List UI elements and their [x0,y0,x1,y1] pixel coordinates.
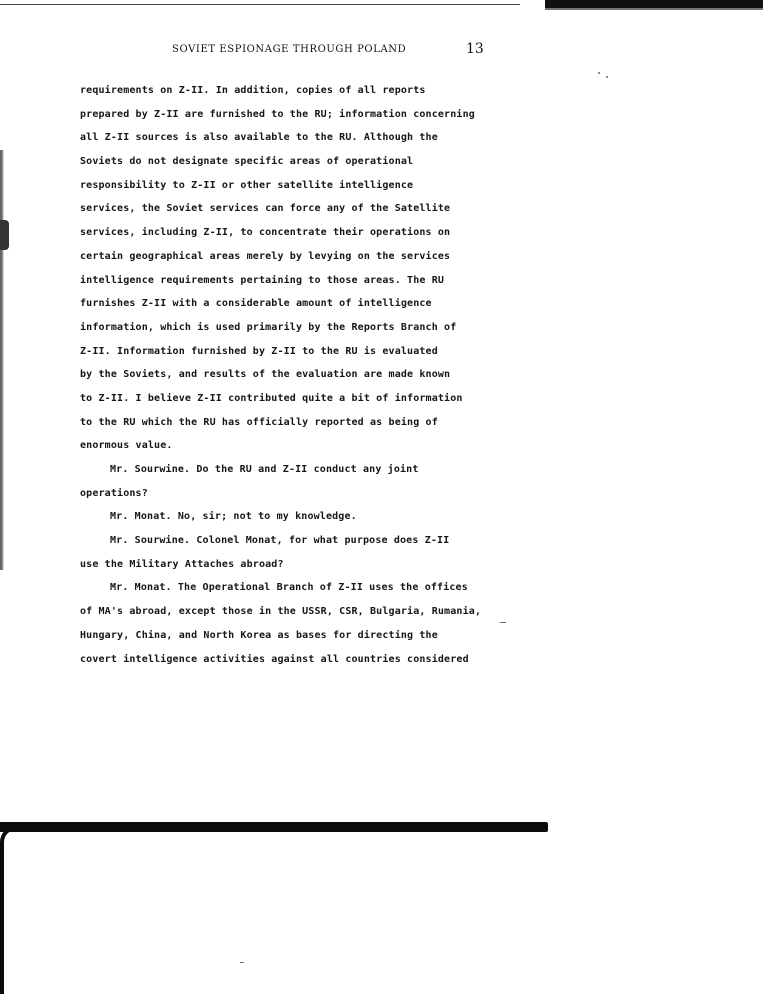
text-line: operations? [80,487,148,499]
text-line: intelligence requirements pertaining to those areas. The RU [80,274,445,286]
text-line: all Z-II sources is also available to the RU. Although the [80,132,438,144]
text-line: use the Military Attaches abroad? [80,558,284,570]
text-line: enormous value. [80,440,173,452]
text-line: Z-II. Information furnished by Z-II to the RU is evaluated [80,345,438,357]
text-line: Mr. Monat. No, sir; not to my knowledge. [110,511,357,523]
text-line: responsibility to Z-II or other satellite intelligence [80,179,414,191]
text-line: prepared by Z-II are furnished to the RU; information concerning [80,108,475,120]
scan-bottom-bar [0,822,548,832]
body-text [80,79,495,671]
scan-bottom-curve [0,826,22,994]
scan-speck [500,622,506,623]
scan-left-edge-mark [0,220,9,250]
text-line: Hungary, China, and North Korea as bases for directing the [80,629,438,641]
page-number: 13 [466,41,484,57]
text-line: furnishes Z-II with a considerable amount of intelligence [80,298,432,310]
text-line: certain geographical areas merely by levying on the services [80,250,451,262]
text-line: to Z-II. I believe Z-II contributed quite a bit of information [80,392,463,404]
scan-speck [598,72,600,74]
text-line: by the Soviets, and results of the evaluation are made known [80,369,451,381]
text-line: to the RU which the RU has officially reported as being of [80,416,438,428]
text-line: covert intelligence activities against all countries considered [80,653,469,665]
text-line: services, the Soviet services can force any of the Satellite [80,203,451,215]
scan-top-right-bar [545,0,763,8]
text-line: information, which is used primarily by the Reports Branch of [80,321,457,333]
text-line: Soviets do not designate specific areas of operational [80,156,414,168]
text-line: Mr. Monat. The Operational Branch of Z-II uses the offices [110,582,468,594]
scan-top-rule [0,4,520,5]
scan-speck [606,76,608,78]
scan-speck [240,962,244,963]
text-line: requirements on Z-II. In addition, copies of all reports [80,85,426,96]
scan-left-edge-shadow [0,150,4,570]
text-line: Mr. Sourwine. Do the RU and Z-II conduct any joint [110,464,419,475]
text-line: services, including Z-II, to concentrate their operations on [80,227,451,239]
text-line: Mr. Sourwine. Colonel Monat, for what purpose does Z-II [110,535,450,547]
running-header: SOVIET ESPIONAGE THROUGH POLAND [172,44,407,55]
text-line: of MA's abroad, except those in the USSR, CSR, Bulgaria, Rumania, [80,606,482,618]
